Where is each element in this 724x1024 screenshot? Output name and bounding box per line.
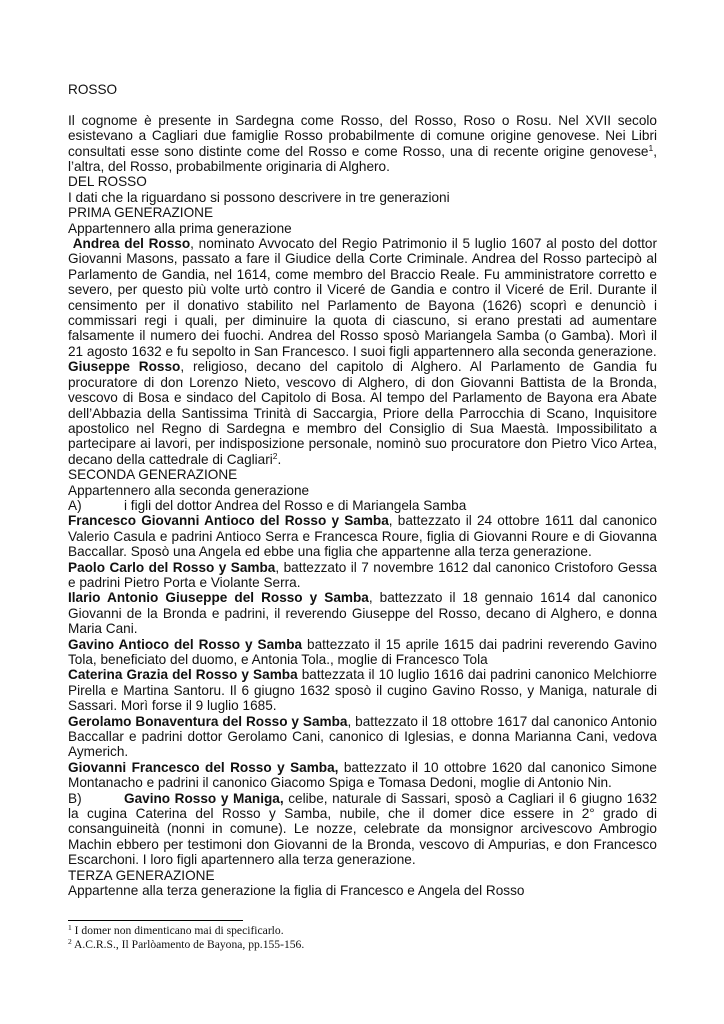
footnote-separator bbox=[68, 920, 243, 921]
generation-heading-third: TERZA GENERAZIONE bbox=[68, 867, 215, 883]
group-b-entry bbox=[68, 791, 657, 868]
footnote-ref-2[interactable]: 2 bbox=[272, 450, 278, 461]
person-name: Francesco Giovanni Antioco del Rosso y Samba bbox=[68, 513, 389, 529]
generation-text-third: Appartenne alla terza generazione la figlia di Francesco e Angela del Rosso bbox=[68, 883, 525, 899]
group-a-line bbox=[68, 498, 657, 513]
entry-child bbox=[68, 714, 657, 760]
person-name: Giovanni Francesco del Rosso y Samba, bbox=[68, 759, 339, 775]
entry-text: celibe, naturale di Sassari, sposò a Cagliari il 6 giugno 1632 la cugina Caterina del Rosso y Samba, nubile, che il domer dice essere in 2° grado di consanguineità (nonni in comune). Le nozze, celebrate da monsignor arcivescovo Ambrogio Machin ebbero per testimoni don Giovanni de la Bronda, vescovo di Ampurias, e don Francesco Escarchoni. I loro figli apartennero alla terza generazione. bbox=[68, 790, 658, 868]
group-b-label: B) bbox=[68, 790, 82, 806]
footnote-text: A.C.R.S., Il Parlòamento de Bayona, pp.155-156. bbox=[71, 938, 305, 951]
entry-text: battezzato il 10 ottobre 1620 dal canonico Simone Montanacho e padrini il canonico Giacomo Spiga e Tomasa Dedoni, moglie di Antonio Nin. bbox=[68, 759, 657, 791]
entry-text-end: . bbox=[277, 451, 282, 467]
entry-text: , nominato Avvocato del Regio Patrimonio il 5 luglio 1607 al posto del dottor Giovanni Masons, passato a fare il Giudice della Corte Criminale. Andrea del Rosso partecipò al Parlamento de Gandia, nel 1614, come membro del Braccio Reale. Fu amministratore corretto e severo, per questo più volte urtò contro il Viceré de Gandia e contro il Viceré de Eril. Durante il censimento per il donativo stabilito nel Parlamento de Bayona (1626) scoprì e denunciò i commissari regi i quali, per diminuire la quota di ciascuno, si erano prestati ad aumentare falsamente il numero dei fuochi. Andrea del Rosso sposò Mariangela Samba (o Gamba). Morì il 21 agosto 1632 e fu sepolto in San Francesco. I suoi figli appartennero alla seconda generazione. bbox=[68, 236, 658, 359]
entry-andrea bbox=[68, 236, 657, 359]
entry-child bbox=[68, 560, 657, 591]
group-a-label: A) bbox=[68, 497, 82, 513]
section-heading-del-rosso: DEL ROSSO bbox=[68, 174, 147, 190]
entry-giuseppe bbox=[68, 359, 657, 467]
footnotes bbox=[68, 924, 657, 952]
entry-child bbox=[68, 513, 657, 559]
entry-text: , battezzato il 7 novembre 1612 dal canonico Cristoforo Gessa e padrini Pietro Porta e Violante Serra. bbox=[68, 559, 657, 590]
intro-text-2: , l’altra, del Rosso, probabilmente originaria di Alghero. bbox=[68, 143, 657, 175]
del-rosso-text: I dati che la riguardano si possono descrivere in tre generazioni bbox=[68, 189, 450, 205]
person-name: Caterina Grazia del Rosso y Samba bbox=[68, 667, 298, 683]
entry-text: , battezzato il 18 ottobre 1617 dal canonico Antonio Baccallar e padrini dottor Gerolamo Cani, canonico di Iglesias, e donna Marianna Cani, vedova Aymerich. bbox=[68, 713, 657, 760]
entry-text: , battezzato il 18 gennaio 1614 dal canonico Giovanni de la Bronda e padrini, il reverendo Giuseppe del Rosso, decano di Alghero, e donna Maria Cani. bbox=[68, 590, 657, 637]
generation-subtitle-second: Appartennero alla seconda generazione bbox=[68, 482, 310, 498]
entry-text: , religioso, decano del capitolo di Alghero. Al Parlamento de Gandia fu procuratore di don Lorenzo Nieto, vescovo di Alghero, di don Giovanni Battista de la Bronda, vescovo di Bosa e sindaco del Capitolo di Bosa. Al tempo del Parlamento de Bayona era Abate dell’Abbazia della Santissima Trinità di Saccargia, Priore della Parrocchia di Scano, Inquisitore apostolico nel Regno di Sardegna e membro del Consiglio di Sua Maestà. Impossibilitato a partecipare ai lavori, per indisposizione personale, nominò suo procuratore don Pietro Vico Artea, decano della cattedrale di Cagliari bbox=[68, 359, 658, 467]
entry-child bbox=[68, 760, 657, 791]
spacer bbox=[68, 97, 657, 112]
footnote-2 bbox=[68, 938, 657, 952]
person-name: Andrea del Rosso bbox=[72, 236, 191, 252]
footnote-ref-1[interactable]: 1 bbox=[648, 142, 654, 153]
document-body bbox=[68, 82, 657, 899]
entry-child bbox=[68, 637, 657, 668]
footnote-1 bbox=[68, 924, 657, 938]
intro-text-1: Il cognome è presente in Sardegna come Rosso, del Rosso, Roso o Rosu. Nel XVII secolo esistevano a Cagliari due famiglie Rosso probabilmente di comune origine genovese. Nei Libri consultati esse sono distinte come del Rosso e come Rosso, una di recente origine genovese bbox=[68, 112, 657, 159]
document-title: ROSSO bbox=[68, 82, 118, 97]
group-a-text: i figli del dottor Andrea del Rosso e di Mariangela Samba bbox=[124, 497, 467, 513]
entry-text: battezzato il 15 aprile 1615 dai padrini reverendo Gavino Tola, beneficiato del duomo, e Antonia Tola., moglie di Francesco Tola bbox=[68, 636, 657, 668]
person-name: Ilario Antonio Giuseppe del Rosso y Samba bbox=[68, 590, 369, 606]
person-name: Gavino Rosso y Maniga, bbox=[124, 790, 284, 806]
person-name: Gavino Antioco del Rosso y Samba bbox=[68, 636, 303, 652]
entry-text: battezzata il 10 luglio 1616 dai padrini canonico Melchiorre Pirella e Martina Santoru. Il 6 giugno 1632 sposò il cugino Gavino Rosso, y Maniga, naturale di Sassari. Morì forse il 9 luglio 1685. bbox=[68, 667, 657, 714]
person-name: Gerolamo Bonaventura del Rosso y Samba bbox=[68, 713, 348, 729]
person-name: Giuseppe Rosso bbox=[68, 359, 181, 375]
entry-child bbox=[68, 590, 657, 636]
generation-heading-second: SECONDA GENERAZIONE bbox=[68, 467, 238, 483]
footnote-number: 2 bbox=[68, 937, 72, 946]
generation-heading-first: PRIMA GENERAZIONE bbox=[68, 205, 214, 221]
entry-child bbox=[68, 667, 657, 713]
footnote-text: I domer non dimenticano mai di specificarlo. bbox=[71, 924, 284, 937]
person-name: Paolo Carlo del Rosso y Samba bbox=[68, 559, 276, 575]
footnote-number: 1 bbox=[68, 923, 72, 932]
generation-subtitle-first: Appartennero alla prima generazione bbox=[68, 220, 292, 236]
entry-text: , battezzato il 24 ottobre 1611 dal canonico Valerio Casula e padrini Antioco Serra e Francesca Roure, figlia di Giovanni Roure e di Giovanna Baccallar. Sposò una Angela ed ebbe una figlia che appartenne alla terza generazione. bbox=[68, 513, 657, 560]
intro-paragraph bbox=[68, 113, 657, 175]
